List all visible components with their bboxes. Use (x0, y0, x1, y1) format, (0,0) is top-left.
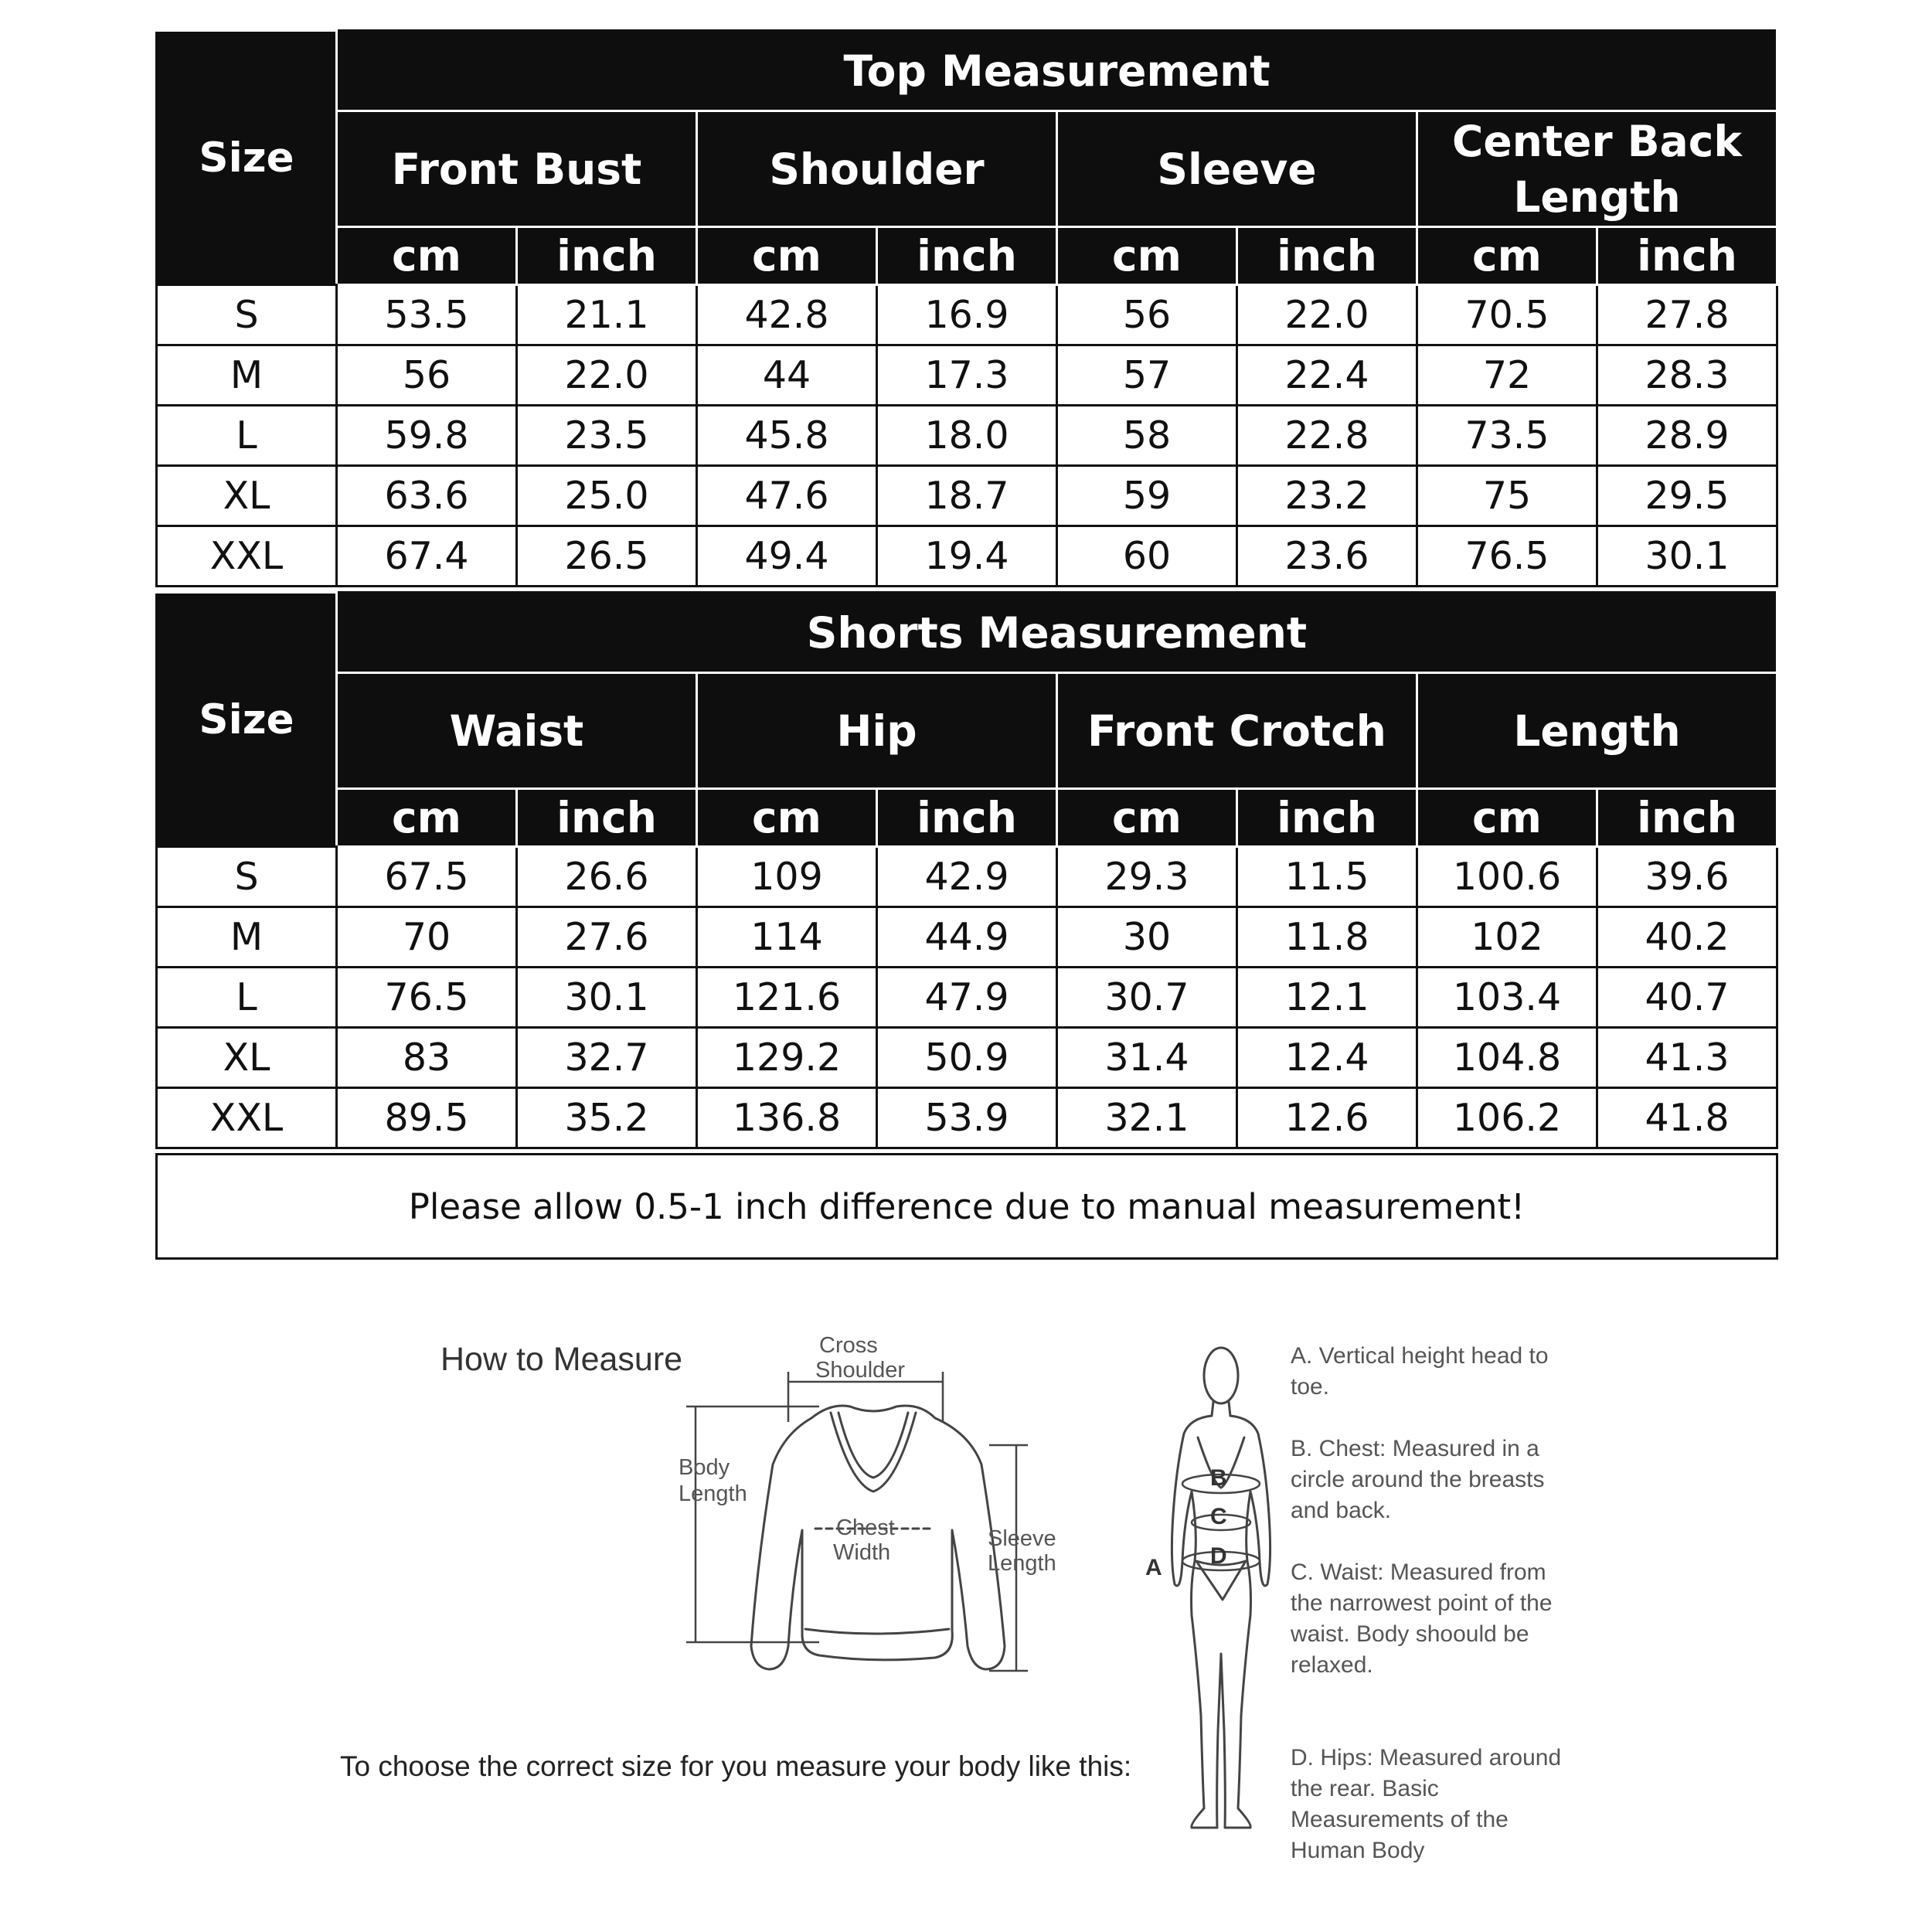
unit-header: inch (517, 789, 697, 847)
value-cell: 12.1 (1237, 968, 1417, 1028)
value-cell: 40.2 (1597, 907, 1777, 968)
value-cell: 42.9 (877, 847, 1057, 907)
value-cell: 70.5 (1417, 285, 1597, 345)
value-cell: 26.6 (517, 847, 697, 907)
table-row (157, 345, 1777, 406)
marker-c: C (1210, 1504, 1227, 1529)
shorts-measurement-table (155, 591, 1778, 1149)
unit-header: cm (1417, 789, 1597, 847)
group-header: Front Bust (337, 111, 697, 227)
size-cell: S (157, 285, 337, 345)
marker-d: D (1210, 1543, 1227, 1569)
group-header: Front Crotch (1057, 673, 1417, 789)
unit-header: cm (337, 227, 517, 285)
body-note-c: C. Waist: Measured from the narrowest point of the waist. Body shoould be relaxed. (1291, 1560, 1553, 1678)
value-cell: 73.5 (1417, 406, 1597, 466)
unit-header: inch (877, 227, 1057, 285)
unit-header: cm (697, 789, 877, 847)
value-cell: 32.1 (1057, 1088, 1237, 1148)
value-cell: 32.7 (517, 1028, 697, 1088)
value-cell: 45.8 (697, 406, 877, 466)
marker-b: B (1210, 1465, 1227, 1491)
value-cell: 22.0 (517, 345, 697, 406)
value-cell: 59.8 (337, 406, 517, 466)
size-cell: L (157, 406, 337, 466)
size-cell: M (157, 907, 337, 968)
group-header: Hip (697, 673, 1057, 789)
value-cell: 53.9 (877, 1088, 1057, 1148)
value-cell: 40.7 (1597, 968, 1777, 1028)
table-title: Shorts Measurement (337, 593, 1777, 673)
group-header: Sleeve (1057, 111, 1417, 227)
unit-header: inch (1597, 789, 1777, 847)
unit-header: cm (1057, 227, 1237, 285)
unit-header: inch (1237, 227, 1417, 285)
value-cell: 59 (1057, 466, 1237, 526)
value-cell: 16.9 (877, 285, 1057, 345)
table-row (157, 1028, 1777, 1088)
value-cell: 27.6 (517, 907, 697, 968)
size-cell: XL (157, 1028, 337, 1088)
chest-width-label: Chest (836, 1515, 895, 1540)
body-note-a: A. Vertical height head to toe. (1291, 1343, 1549, 1400)
value-cell: 11.5 (1237, 847, 1417, 907)
value-cell: 89.5 (337, 1088, 517, 1148)
unit-header: cm (697, 227, 877, 285)
value-cell: 28.3 (1597, 345, 1777, 406)
size-cell: XXL (157, 526, 337, 587)
sleeve-length-label: Length (988, 1551, 1056, 1576)
chest-width-label: Width (833, 1540, 891, 1565)
value-cell: 26.5 (517, 526, 697, 587)
measure-instruction: To choose the correct size for you measure your body like this: (340, 1750, 1132, 1782)
value-cell: 67.5 (337, 847, 517, 907)
value-cell: 27.8 (1597, 285, 1777, 345)
table-row (157, 847, 1777, 907)
unit-header: cm (337, 789, 517, 847)
value-cell: 83 (337, 1028, 517, 1088)
value-cell: 22.8 (1237, 406, 1417, 466)
value-cell: 44 (697, 345, 877, 406)
size-cell: XL (157, 466, 337, 526)
cross-shoulder-label: Shoulder (815, 1358, 906, 1383)
body-length-label: Body (679, 1455, 730, 1480)
value-cell: 30.1 (1597, 526, 1777, 587)
body-length-label: Length (679, 1481, 747, 1506)
group-header: Center Back Length (1417, 111, 1777, 227)
value-cell: 75 (1417, 466, 1597, 526)
value-cell: 21.1 (517, 285, 697, 345)
value-cell: 41.3 (1597, 1028, 1777, 1088)
value-cell: 30.1 (517, 968, 697, 1028)
value-cell: 58 (1057, 406, 1237, 466)
value-cell: 129.2 (697, 1028, 877, 1088)
body-figure-diagram (1136, 1329, 1291, 1839)
table-row (157, 406, 1777, 466)
value-cell: 22.4 (1237, 345, 1417, 406)
table-row (157, 1088, 1777, 1148)
body-note-d: D. Hips: Measured around the rear. Basic Measurements of the Human Body (1291, 1745, 1562, 1863)
group-header: Shoulder (697, 111, 1057, 227)
value-cell: 29.3 (1057, 847, 1237, 907)
group-header: Length (1417, 673, 1777, 789)
sleeve-length-label: Sleeve (988, 1526, 1056, 1551)
value-cell: 18.7 (877, 466, 1057, 526)
value-cell: 11.8 (1237, 907, 1417, 968)
garment-diagram (665, 1329, 1082, 1700)
value-cell: 100.6 (1417, 847, 1597, 907)
value-cell: 12.4 (1237, 1028, 1417, 1088)
value-cell: 109 (697, 847, 877, 907)
value-cell: 57 (1057, 345, 1237, 406)
value-cell: 102 (1417, 907, 1597, 968)
size-header: Size (157, 593, 337, 847)
unit-header: inch (1597, 227, 1777, 285)
value-cell: 31.4 (1057, 1028, 1237, 1088)
value-cell: 49.4 (697, 526, 877, 587)
value-cell: 23.6 (1237, 526, 1417, 587)
value-cell: 44.9 (877, 907, 1057, 968)
table-body (157, 847, 1777, 1148)
value-cell: 50.9 (877, 1028, 1057, 1088)
table-row (157, 968, 1777, 1028)
value-cell: 56 (1057, 285, 1237, 345)
value-cell: 67.4 (337, 526, 517, 587)
unit-header: inch (877, 789, 1057, 847)
value-cell: 76.5 (1417, 526, 1597, 587)
value-cell: 114 (697, 907, 877, 968)
table-row (157, 907, 1777, 968)
group-header: Waist (337, 673, 697, 789)
value-cell: 30 (1057, 907, 1237, 968)
size-cell: S (157, 847, 337, 907)
value-cell: 28.9 (1597, 406, 1777, 466)
value-cell: 70 (337, 907, 517, 968)
table-title: Top Measurement (337, 31, 1777, 111)
marker-a: A (1145, 1555, 1162, 1580)
value-cell: 19.4 (877, 526, 1057, 587)
table-row (157, 285, 1777, 345)
table-row (157, 526, 1777, 587)
value-cell: 106.2 (1417, 1088, 1597, 1148)
measurement-note: Please allow 0.5-1 inch difference due to manual measurement! (155, 1153, 1778, 1260)
unit-header: cm (1417, 227, 1597, 285)
size-cell: L (157, 968, 337, 1028)
value-cell: 103.4 (1417, 968, 1597, 1028)
unit-header: inch (1237, 789, 1417, 847)
value-cell: 18.0 (877, 406, 1057, 466)
unit-header: inch (517, 227, 697, 285)
value-cell: 29.5 (1597, 466, 1777, 526)
size-cell: M (157, 345, 337, 406)
value-cell: 25.0 (517, 466, 697, 526)
table-row (157, 466, 1777, 526)
top-measurement-table (155, 29, 1778, 587)
how-to-measure-title: How to Measure (440, 1341, 683, 1378)
value-cell: 47.6 (697, 466, 877, 526)
value-cell: 12.6 (1237, 1088, 1417, 1148)
value-cell: 136.8 (697, 1088, 877, 1148)
size-header: Size (157, 31, 337, 285)
value-cell: 22.0 (1237, 285, 1417, 345)
cross-shoulder-label: Cross (819, 1333, 878, 1358)
value-cell: 23.5 (517, 406, 697, 466)
value-cell: 76.5 (337, 968, 517, 1028)
value-cell: 104.8 (1417, 1028, 1597, 1088)
value-cell: 63.6 (337, 466, 517, 526)
unit-header: cm (1057, 789, 1237, 847)
value-cell: 41.8 (1597, 1088, 1777, 1148)
value-cell: 72 (1417, 345, 1597, 406)
value-cell: 53.5 (337, 285, 517, 345)
size-cell: XXL (157, 1088, 337, 1148)
value-cell: 39.6 (1597, 847, 1777, 907)
body-note-b: B. Chest: Measured in a circle around the breasts and back. (1291, 1436, 1545, 1523)
value-cell: 42.8 (697, 285, 877, 345)
value-cell: 30.7 (1057, 968, 1237, 1028)
value-cell: 60 (1057, 526, 1237, 587)
value-cell: 17.3 (877, 345, 1057, 406)
value-cell: 23.2 (1237, 466, 1417, 526)
value-cell: 56 (337, 345, 517, 406)
value-cell: 47.9 (877, 968, 1057, 1028)
value-cell: 121.6 (697, 968, 877, 1028)
value-cell: 35.2 (517, 1088, 697, 1148)
table-body (157, 285, 1777, 587)
